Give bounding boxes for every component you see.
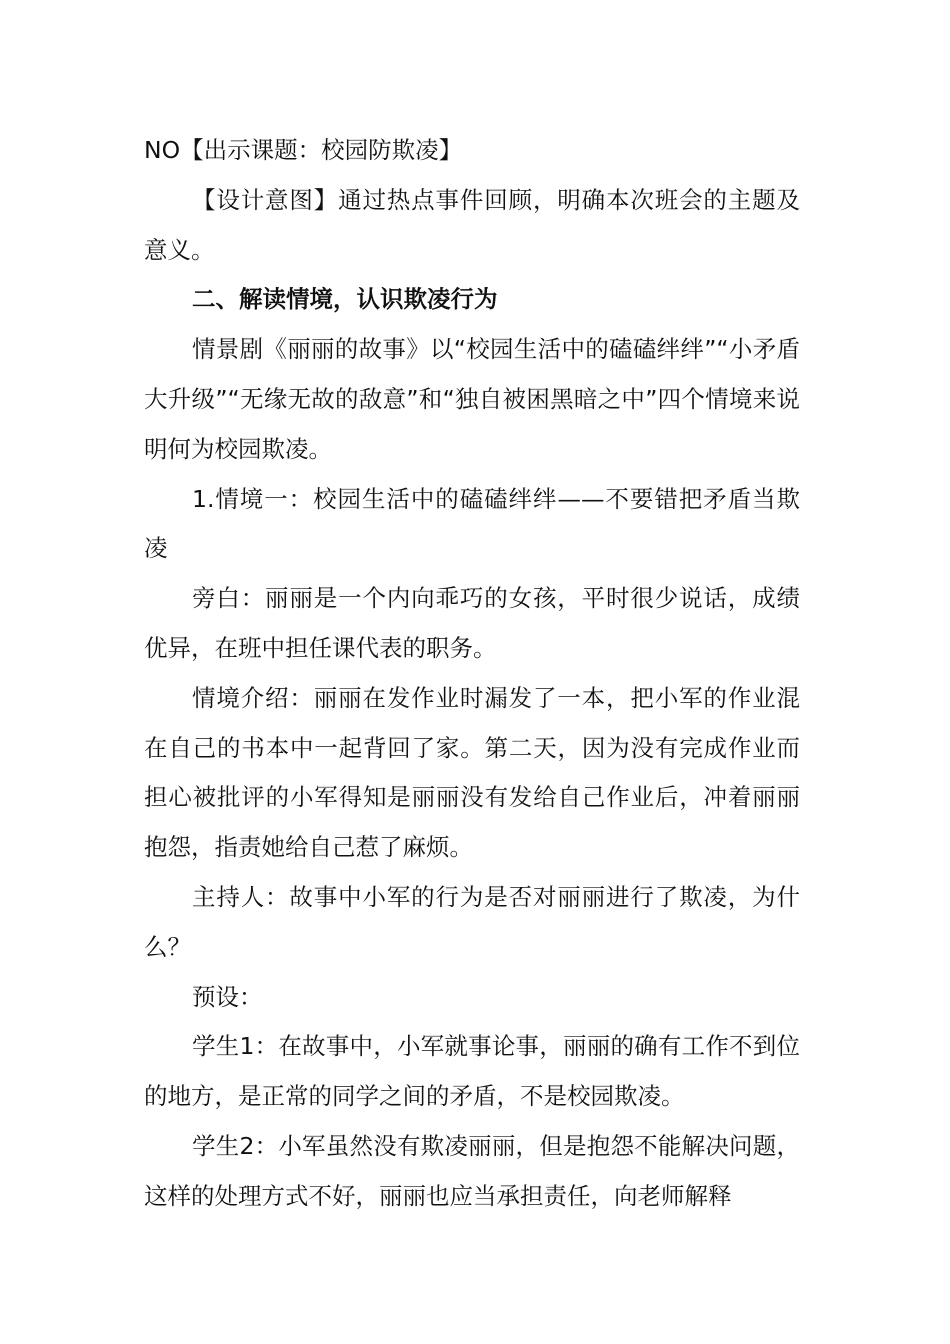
course-topic-line: NO【出示课题：校园防欺凌】	[144, 136, 463, 164]
host-question-paragraph: 主持人：故事中小军的行为是否对丽丽进行了欺凌，为什么？	[144, 882, 800, 961]
student-two-answer: 学生2：小军虽然没有欺凌丽丽，但是抱怨不能解决问题，这样的处理方式不好，丽丽也应当承担责任，向老师解释	[144, 1131, 800, 1210]
skit-intro-paragraph: 情景剧《丽丽的故事》以“校园生活中的磕磕绊绊”“小矛盾大升级”“无缘无故的敌意”和“独自被困黑暗之中”四个情境来说明何为校园欺凌。	[144, 335, 800, 463]
scenario-one-title: 1.情境一：校园生活中的磕磕绊绊——不要错把矛盾当欺凌	[144, 484, 800, 563]
narration-paragraph: 旁白：丽丽是一个内向乖巧的女孩，平时很少说话，成绩优异，在班中担任课代表的职务。	[144, 584, 800, 662]
scenario-description-paragraph: 情境介绍：丽丽在发作业时漏发了一本，把小军的作业混在自己的书本中一起背回了家。第二天，因为没有完成作业而担心被批评的小军得知是丽丽没有发给自己作业后，冲着丽丽抱怨，指责她给自己惹了麻烦。	[144, 683, 800, 862]
document-body	[144, 126, 800, 1222]
preset-label: 预设：	[192, 982, 263, 1011]
section-heading: 二、解读情境，认识欺凌行为	[192, 285, 498, 314]
design-intent-paragraph: 【设计意图】通过热点事件回顾，明确本次班会的主题及意义。	[144, 185, 800, 264]
student-one-answer: 学生1：在故事中，小军就事论事，丽丽的确有工作不到位的地方，是正常的同学之间的矛盾，不是校园欺凌。	[144, 1032, 800, 1111]
